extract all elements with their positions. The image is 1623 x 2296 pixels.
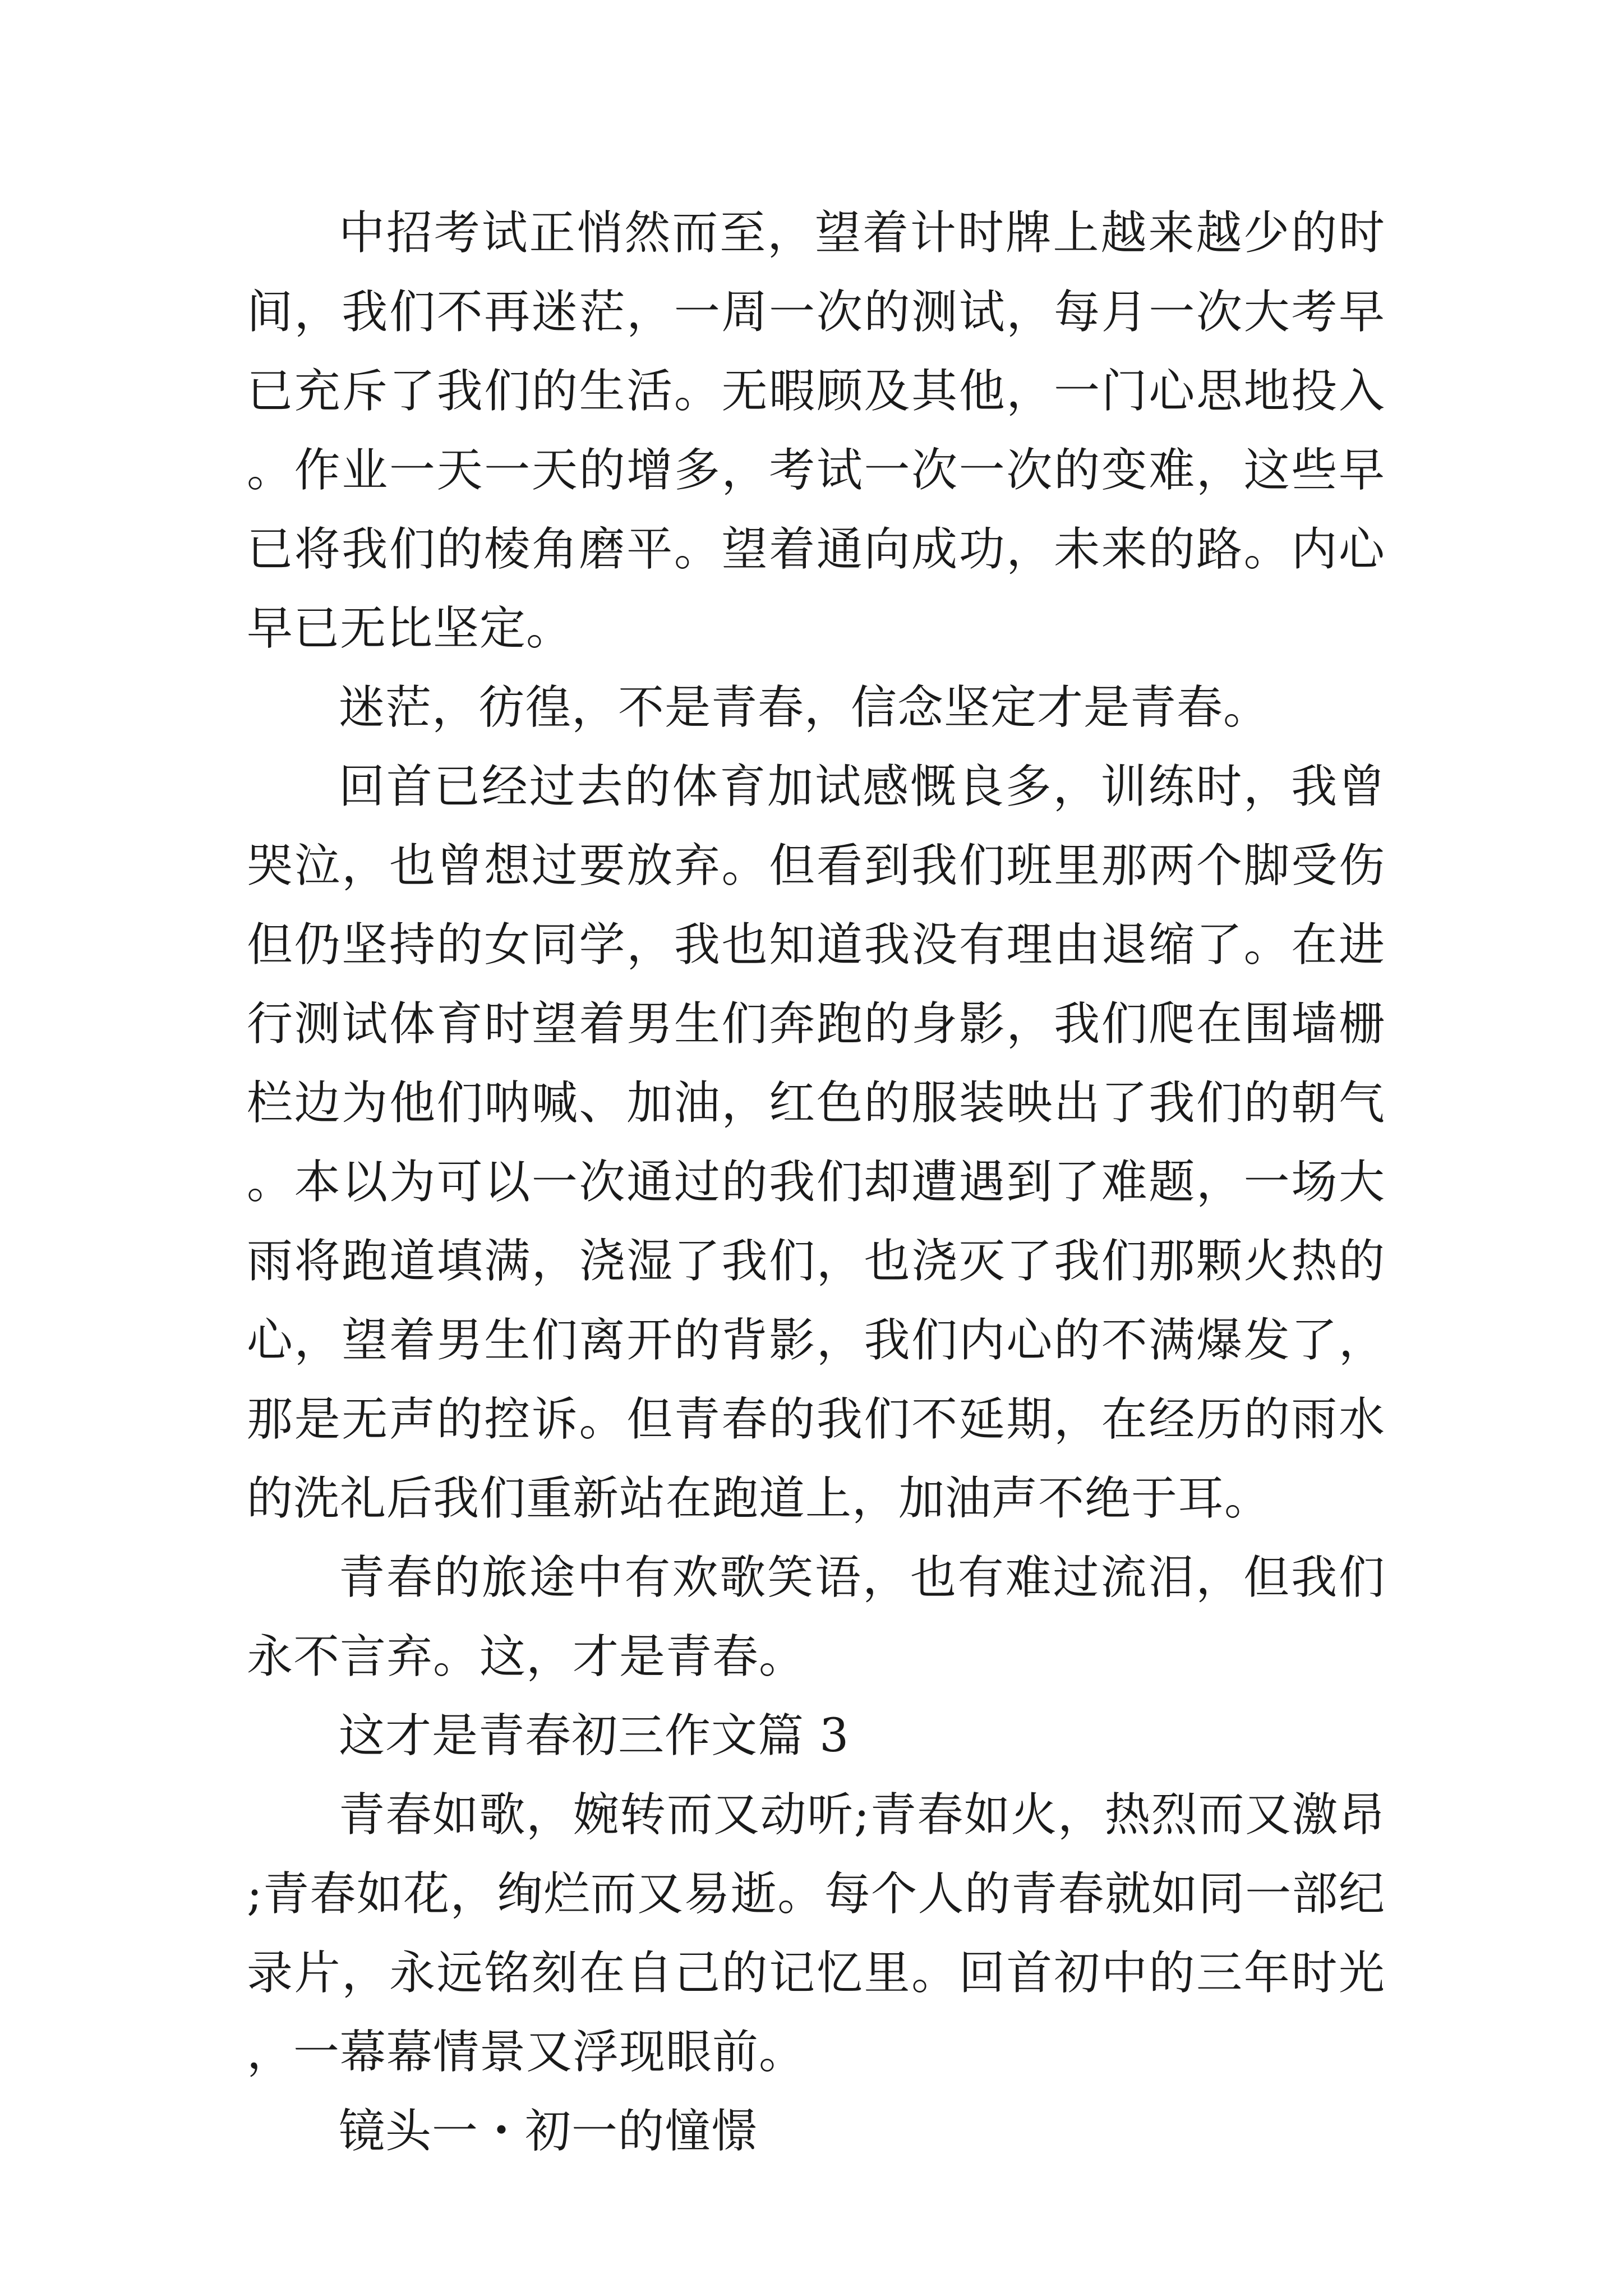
paragraph-youth-like-song: 青春如歌，婉转而又动听;青春如火，热烈而又激昂;青春如花，绚烂而又易逝。每个人的青春就如同一部纪录片，永远铭刻在自己的记忆里。回首初中的三年时光，一幕幕情景又浮现眼前。 [247,1788,1385,2079]
paragraph-pe-exam: 回首已经过去的体育加试感慨良多，训练时，我曾哭泣，也曾想过要放弃。但看到我们班里那两个脚受伤但仍坚持的女同学，我也知道我没有理由退缩了。在进行测试体育时望着男生们奔跑的身影，我们爬在围墙栅栏边为他们呐喊、加油，红色的服装映出了我们的朝气。本以为可以一次通过的我们却遭遇到了难题，一场大雨将跑道填满，浇湿了我们，也浇灭了我们那颗火热的心，望着男生们离开的背影，我们内心的不满爆发了，那是无声的控诉。但青春的我们不延期，在经历的雨水的洗礼后我们重新站在跑道上，加油声不绝于耳。 [247,760,1385,1525]
scene-heading: 镜头一・初一的憧憬 [339,2105,758,2158]
essay-section-heading: 这才是青春初三作文篇 3 [339,1709,850,1763]
paragraph-youth-conviction: 迷茫，彷徨，不是青春，信念坚定才是青春。 [339,681,1270,734]
document-body [247,194,1385,2171]
paragraph-exam-approaching: 中招考试正悄然而至，望着计时牌上越来越少的时间，我们不再迷茫，一周一次的测试，每月一次大考早已充斥了我们的生活。无暇顾及其他，一门心思地投入。作业一天一天的增多，考试一次一次的变难，这些早已将我们的棱角磨平。望着通向成功，未来的路。内心早已无比坚定。 [247,206,1385,655]
paragraph-never-give-up: 青春的旅途中有欢歌笑语，也有难过流泪，但我们永不言弃。这，才是青春。 [247,1551,1385,1683]
